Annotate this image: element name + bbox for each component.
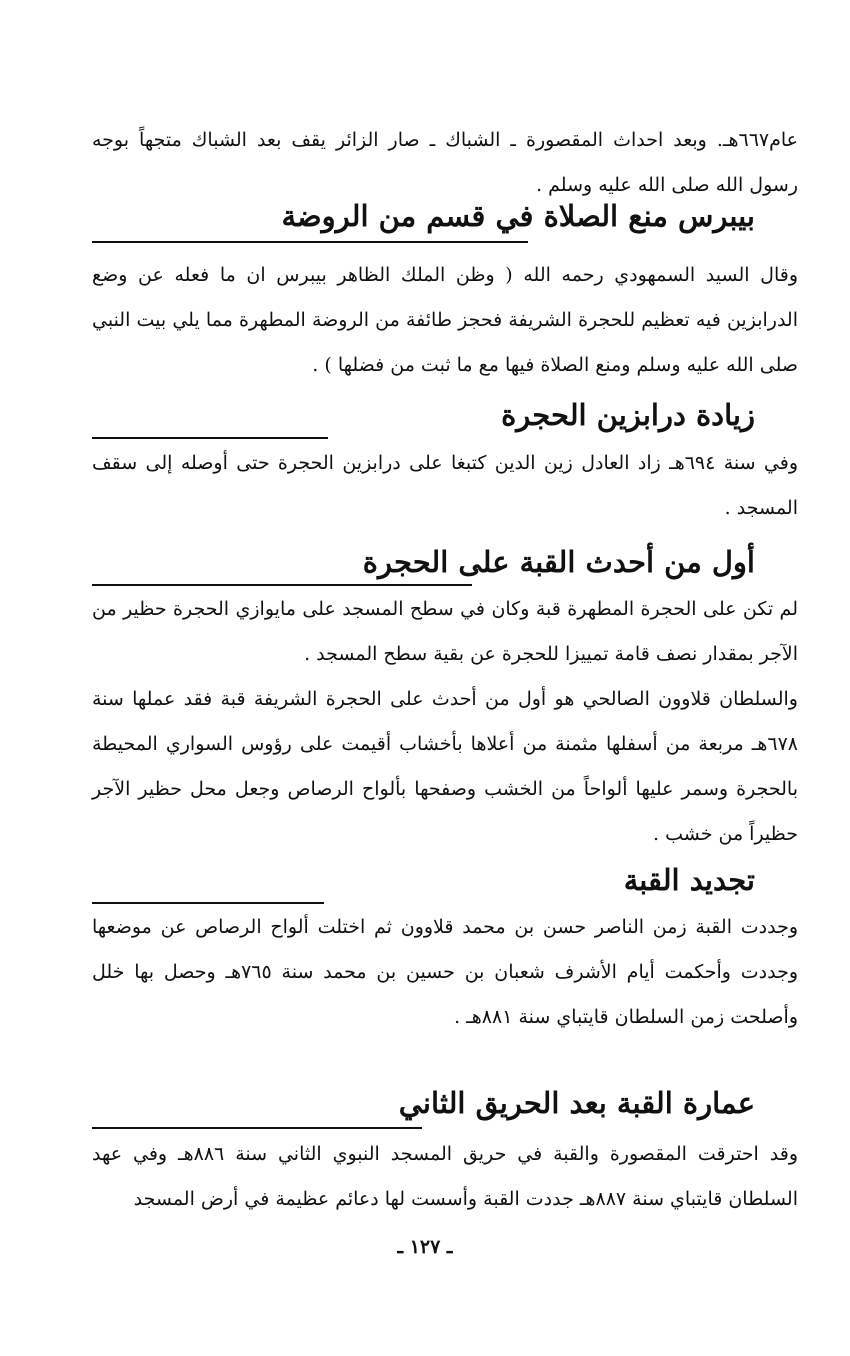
paragraph-samhudi: وقال السيد السمهودي رحمه الله ( وظن الملك الظاهر بيبرس ان ما فعله عن وضع الدرابزين فيه تعظيم للحجرة الشريفة فحجز طائفة من الروضة المطهرة مما يلي بيت النبي صلى الله عليه وسلم ومنع الصلاة فيها مع ما ثبت من فضلها ) .	[92, 264, 798, 376]
heading-underline	[92, 241, 528, 243]
heading-after-second-fire: عمارة القبة بعد الحريق الثاني	[398, 1086, 755, 1120]
heading-railing-addition: زيادة درابزين الحجرة	[501, 398, 755, 432]
heading-baybars-prayer: بيبرس منع الصلاة في قسم من الروضة	[281, 199, 755, 233]
paragraph-intro: عام٦٦٧هـ. وبعد احداث المقصورة ـ الشباك ـ صار الزائر يقف بعد الشباك متجهاً بوجه رسول الله صلى الله عليه وسلم .	[92, 129, 798, 196]
heading-dome-renewal: تجديد القبة	[623, 863, 755, 897]
paragraph-second-fire: وقد احترقت المقصورة والقبة في حريق المسجد النبوي الثاني سنة ٨٨٦هـ وفي عهد السلطان قايتباي سنة ٨٨٧هـ جددت القبة وأسست لها دعائم عظيمة في أرض المسجد	[92, 1143, 798, 1210]
heading-underline	[92, 902, 324, 904]
paragraph-qalawun: والسلطان قلاوون الصالحي هو أول من أحدث على الحجرة الشريفة قبة فقد عملها سنة ٦٧٨هـ مربعة من أسفلها مثمنة من أعلاها بأخشاب أقيمت على رؤوس السواري المحيطة بالحجرة وسمر عليها ألواحاً من الخشب وصفحها بألواح الرصاص وجعل محل حظير الآجر حظيراً من خشب .	[92, 688, 798, 845]
heading-first-dome: أول من أحدث القبة على الحجرة	[362, 545, 755, 579]
paragraph-renewal: وجددت القبة زمن الناصر حسن بن محمد قلاوون ثم اختلت ألواح الرصاص عن موضعها وجددت وأحكمت أيام الأشرف شعبان بن حسين بن محمد سنة ٧٦٥هـ وحصل بها خلل وأصلحت زمن السلطان قايتباي سنة ٨٨١هـ .	[92, 916, 799, 1028]
paragraph-railing: وفي سنة ٦٩٤هـ زاد العادل زين الدين كتبغا على درابزين الحجرة حتى أوصله إلى سقف المسجد .	[92, 452, 798, 519]
page-number: ـ ١٢٧ ـ	[397, 1236, 453, 1258]
heading-underline	[92, 437, 328, 439]
heading-underline	[92, 584, 472, 586]
paragraph-no-dome: لم تكن على الحجرة المطهرة قبة وكان في سطح المسجد على مايوازي الحجرة حظير من الآجر بمقدار نصف قامة تمييزا للحجرة عن بقية سطح المسجد .	[92, 598, 798, 665]
heading-underline	[92, 1127, 422, 1129]
